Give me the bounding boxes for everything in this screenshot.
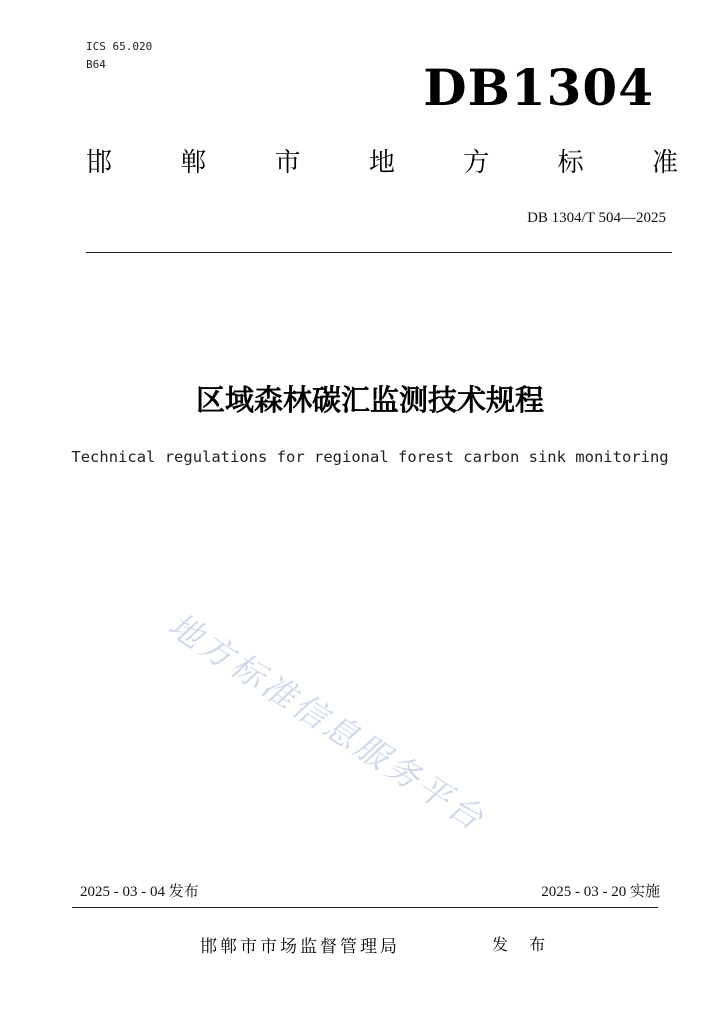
top-divider — [86, 252, 672, 253]
standard-type-char: 郸 — [180, 148, 207, 178]
ccs-code: B64 — [86, 58, 106, 71]
implementation-date: 2025 - 03 - 20 实施 — [541, 884, 660, 900]
standard-type-char: 方 — [463, 148, 490, 178]
standard-type-heading — [86, 142, 678, 179]
issuing-authority: 邯郸市市场监督管理局 — [200, 937, 400, 957]
publish-label: 发 布 — [492, 935, 554, 954]
ics-code: ICS 65.020 — [86, 40, 153, 53]
classification-codes — [86, 38, 152, 74]
document-title-en: Technical regulations for regional forest carbon sink monitoring — [71, 448, 669, 466]
standard-type-char: 地 — [368, 148, 395, 178]
standard-type-char: 标 — [557, 148, 584, 178]
standard-code: DB1304 — [423, 58, 654, 117]
standard-type-char: 邯 — [86, 148, 113, 178]
watermark: 地方标准信息服务平台 — [161, 605, 494, 840]
standard-type-char: 准 — [651, 148, 678, 178]
standard-type-char: 市 — [274, 148, 301, 178]
issue-date: 2025 - 03 - 04 发布 — [80, 884, 199, 900]
bottom-divider — [72, 907, 658, 908]
standard-number: DB 1304/T 504—2025 — [527, 210, 666, 226]
document-title-cn: 区域森林碳汇监测技术规程 — [195, 383, 544, 417]
